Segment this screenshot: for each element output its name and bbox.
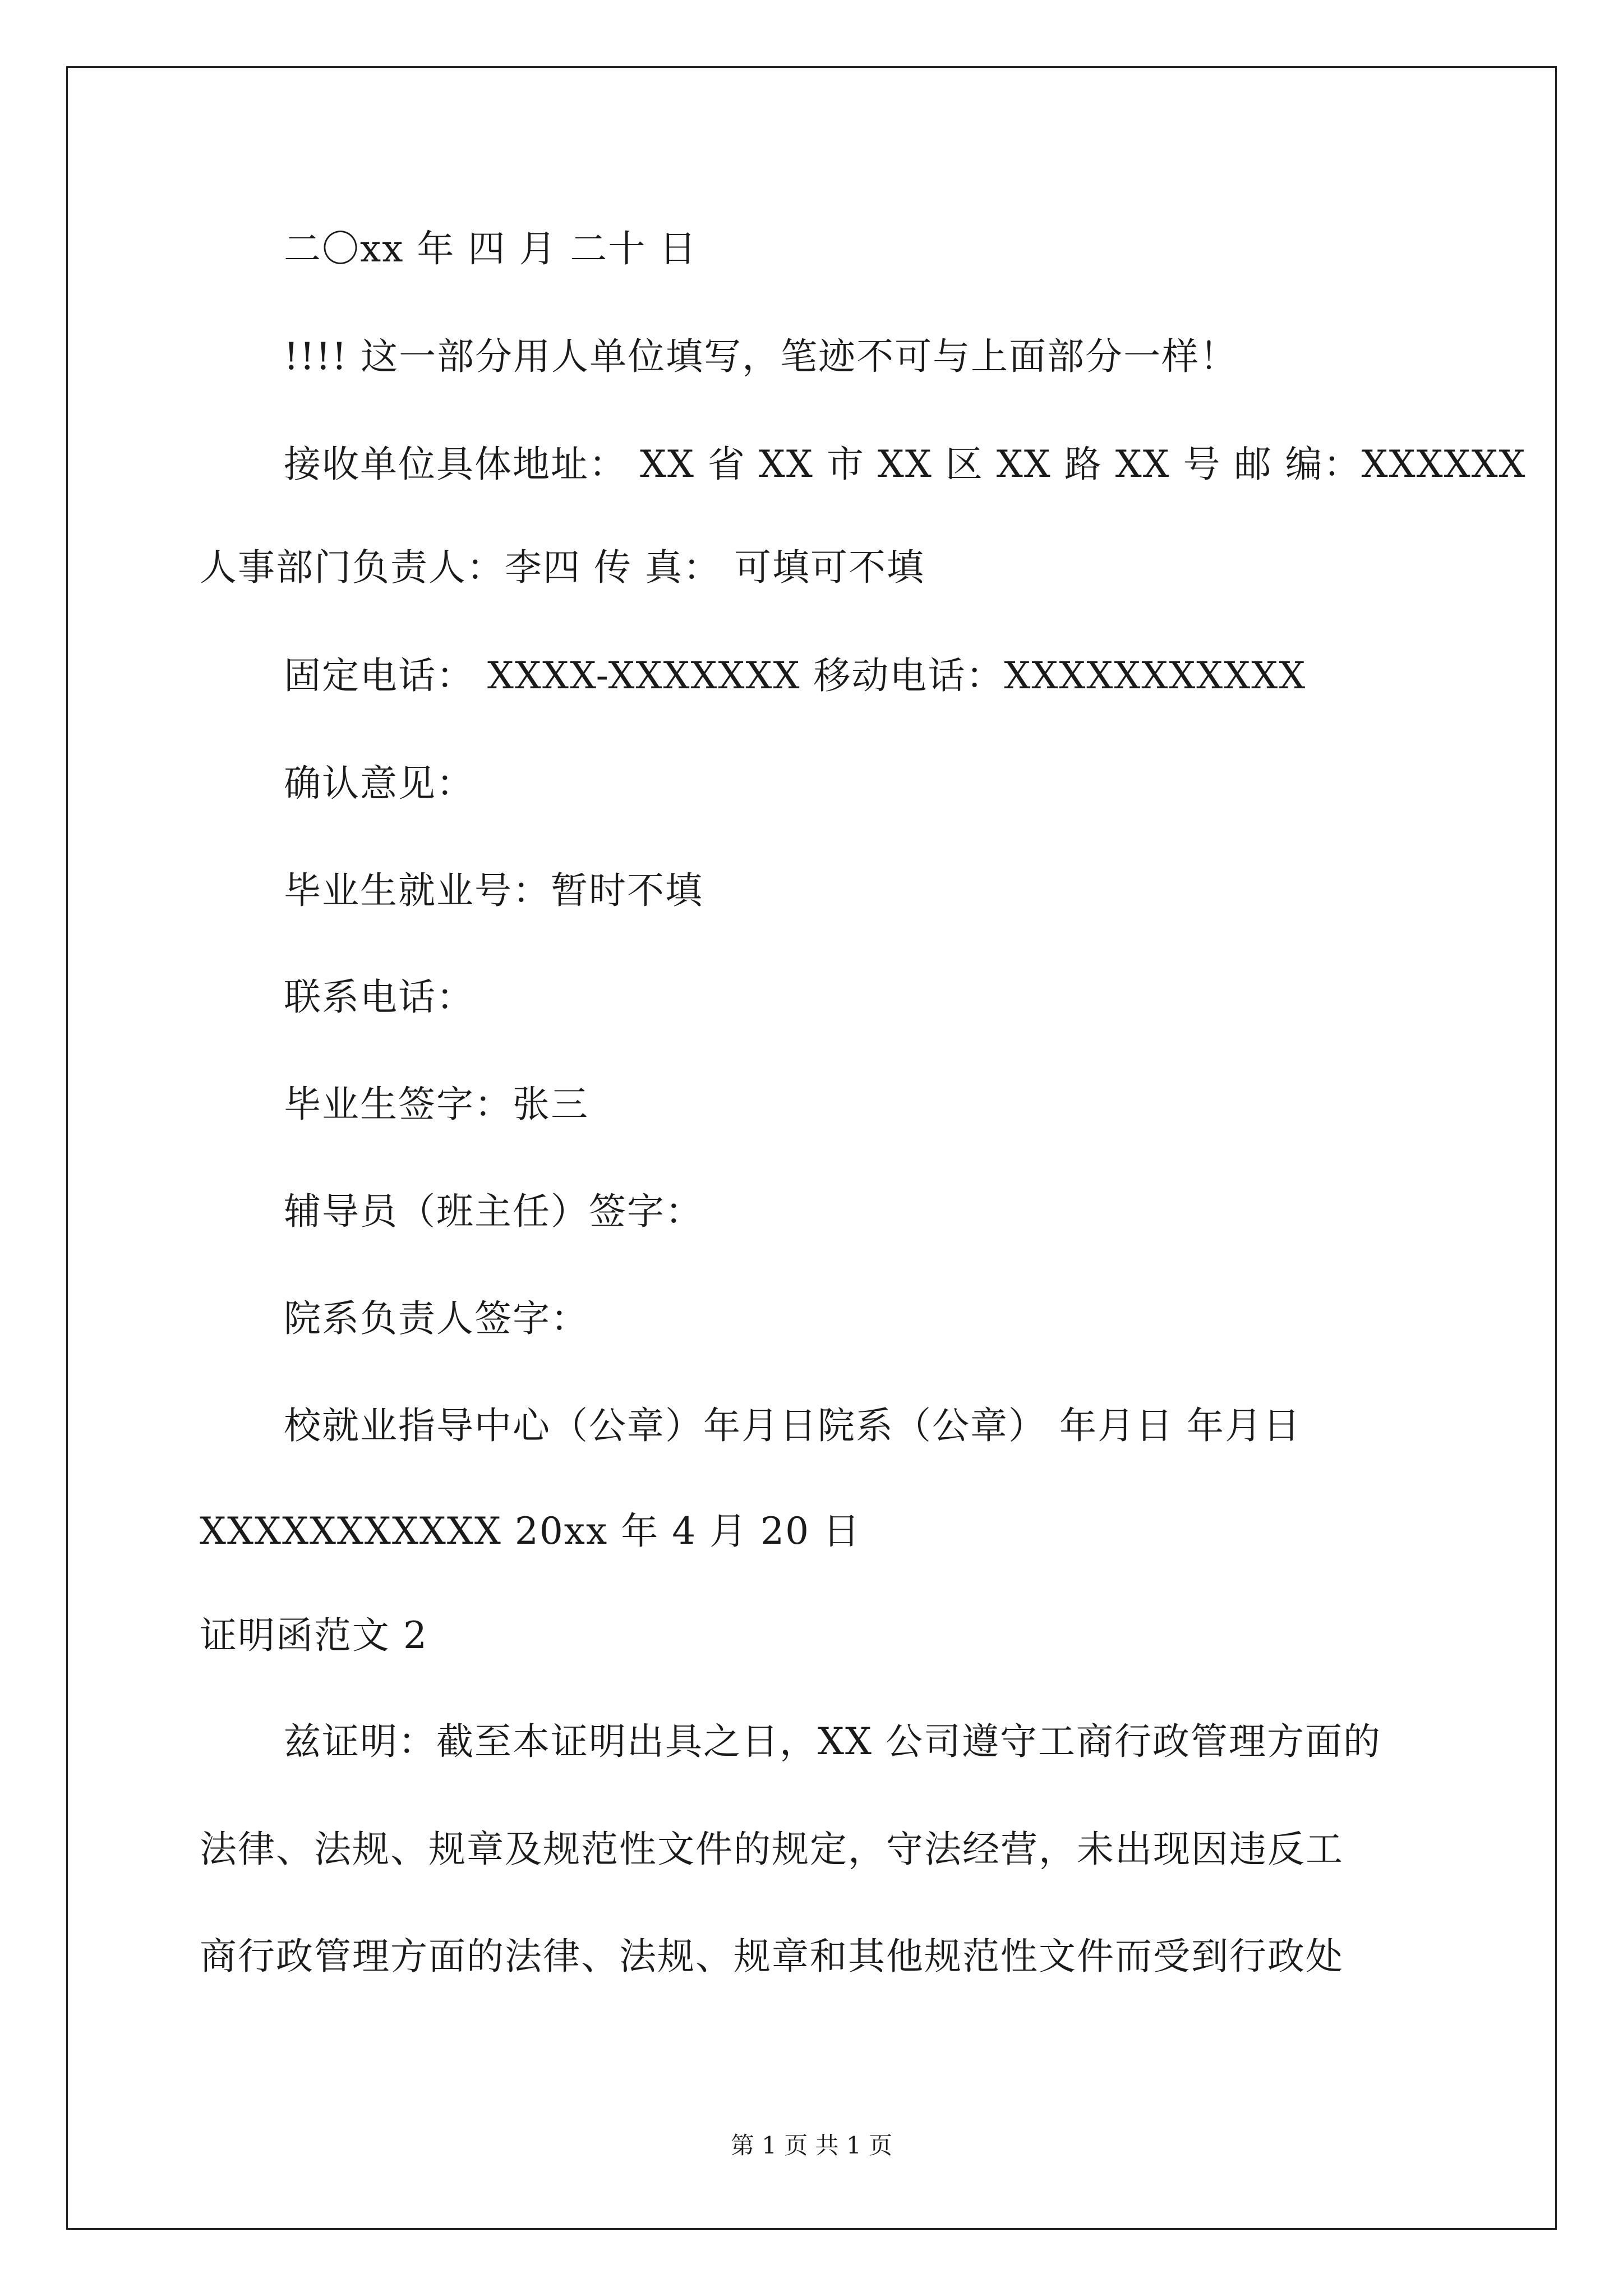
number-date-line: XXXXXXXXXXX 20xx 年 4 月 20 日 [200, 1510, 861, 1553]
page-border [66, 66, 1557, 2230]
department-signature-line: 院系负责人签字： [284, 1297, 589, 1340]
hr-contact-line: 人事部门负责人：李四 传 真： 可填可不填 [200, 546, 925, 589]
date-line: 二〇xx 年 四 月 二十 日 [284, 227, 698, 270]
graduate-signature-line: 毕业生签字：张三 [284, 1083, 589, 1126]
address-line: 接收单位具体地址： XX 省 XX 市 XX 区 XX 路 XX 号 邮 编：XXXXXX [284, 443, 1527, 486]
note-line: !!!! 这一部分用人单位填写，笔迹不可与上面部分一样！ [284, 335, 1238, 378]
paragraph-line-1: 兹证明：截至本证明出具之日，XX 公司遵守工商行政管理方面的 [284, 1720, 1381, 1763]
seal-line: 校就业指导中心（公章）年月日院系（公章） 年月日 年月日 [284, 1404, 1301, 1447]
paragraph-line-2: 法律、法规、规章及规范性文件的规定，守法经营，未出现因违反工 [200, 1828, 1344, 1871]
paragraph-line-3: 商行政管理方面的法律、法规、规章和其他规范性文件而受到行政处 [200, 1935, 1344, 1978]
section-title: 证明函范文 2 [200, 1614, 428, 1657]
phone-line: 固定电话： XXXX-XXXXXXX 移动电话：XXXXXXXXXXX [284, 654, 1307, 697]
contact-phone-line: 联系电话： [284, 976, 474, 1019]
counselor-signature-line: 辅导员（班主任）签字： [284, 1190, 703, 1233]
page-footer: 第 1 页 共 1 页 [730, 2132, 893, 2159]
employment-number-line: 毕业生就业号：暂时不填 [284, 869, 703, 912]
confirmation-line: 确认意见： [284, 762, 474, 805]
